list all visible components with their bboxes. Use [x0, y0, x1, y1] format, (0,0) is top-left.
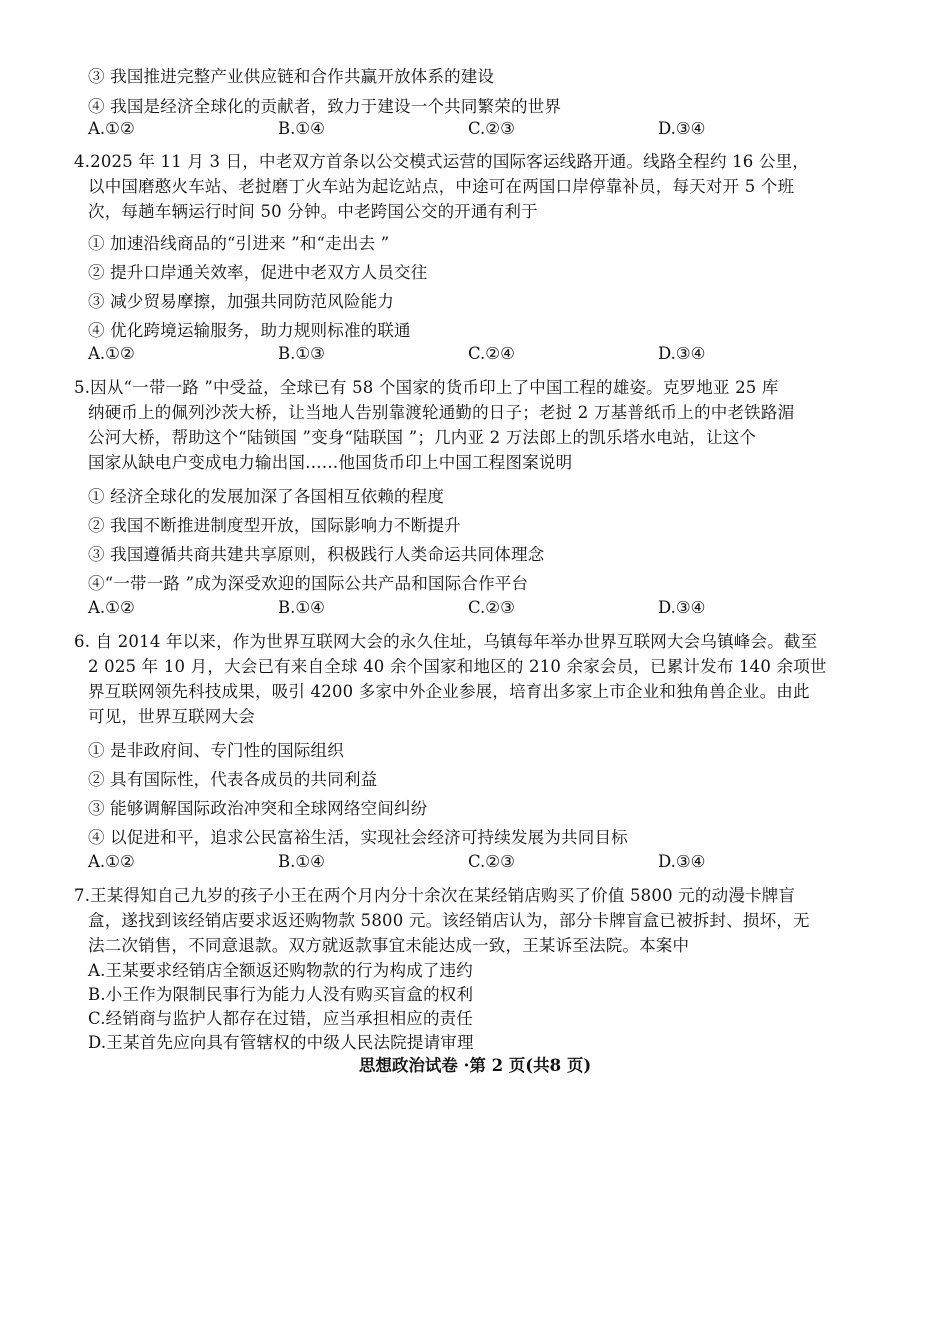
q5-option-a: A.①② — [88, 598, 135, 617]
q6-item-1: ① 是非政府间、专门性的国际组织 — [88, 741, 344, 760]
q7-choice-b: B.小王作为限制民事行为能力人没有购买盲盒的权利 — [88, 985, 474, 1004]
q5-item-4: ④“一带一路 ”成为深受欢迎的国际公共产品和国际合作平台 — [88, 574, 529, 593]
q3-item-3: ③ 我国推进完整产业供应链和合作共赢开放体系的建设 — [88, 67, 495, 86]
q6-option-c: C.②③ — [468, 852, 515, 871]
q6-stem-line-2: 2 025 年 10 月，大会已有来自全球 40 余个国家和地区的 210 余家会员，已累计发布 140 余项世 — [88, 657, 827, 676]
q4-stem-line-1: 4.2025 年 11 月 3 日，中老双方首条以公交模式运营的国际客运线路开通。线路全程约 16 公里， — [74, 152, 810, 171]
q4-option-c: C.②④ — [468, 344, 515, 363]
q3-option-d: D.③④ — [658, 119, 706, 138]
q6-item-2: ② 具有国际性，代表各成员的共同利益 — [88, 770, 378, 789]
q6-option-a: A.①② — [88, 852, 135, 871]
q5-stem-line-3: 公河大桥，帮助这个“陆锁国 ”变身“陆联国 ”；几内亚 2 万法郎上的凯乐塔水电站，让这个 — [88, 428, 757, 447]
q5-item-1: ① 经济全球化的发展加深了各国相互依赖的程度 — [88, 487, 445, 506]
q4-stem-line-3: 次，每趟车辆运行时间 50 分钟。中老跨国公交的开通有利于 — [88, 202, 538, 221]
q5-option-d: D.③④ — [658, 598, 706, 617]
q7-choice-c: C.经销商与监护人都存在过错，应当承担相应的责任 — [88, 1009, 474, 1028]
q6-item-3: ③ 能够调解国际政治冲突和全球网络空间纠纷 — [88, 799, 428, 818]
q5-item-2: ② 我国不断推进制度型开放，国际影响力不断提升 — [88, 516, 461, 535]
q7-stem-line-3: 法二次销售，不同意退款。双方就返款事宜未能达成一致，王某诉至法院。本案中 — [88, 936, 690, 955]
q4-option-a: A.①② — [88, 344, 135, 363]
q6-stem-line-1: 6. 自 2014 年以来，作为世界互联网大会的永久住址，乌镇每年举办世界互联网大会乌镇峰会。截至 — [74, 632, 818, 651]
q4-item-1: ① 加速沿线商品的“引进来 ”和“走出去 ” — [88, 234, 390, 253]
q3-option-b: B.①④ — [278, 119, 325, 138]
q4-option-b: B.①③ — [278, 344, 325, 363]
q5-option-b: B.①④ — [278, 598, 325, 617]
q7-stem-line-1: 7.王某得知自己九岁的孩子小王在两个月内分十余次在某经销店购买了价值 5800 元的动漫卡牌盲 — [74, 886, 796, 905]
q6-item-4: ④ 以促进和平，追求公民富裕生活，实现社会经济可持续发展为共同目标 — [88, 828, 628, 847]
q5-stem-line-1: 5.因从“一带一路 ”中受益，全球已有 58 个国家的货币印上了中国工程的雄姿。克罗地亚 25 库 — [74, 378, 779, 397]
q4-option-d: D.③④ — [658, 344, 706, 363]
q3-option-c: C.②③ — [468, 119, 515, 138]
q6-stem-line-4: 可见，世界互联网大会 — [88, 707, 255, 726]
q7-choice-d: D.王某首先应向具有管辖权的中级人民法院提请审理 — [88, 1033, 474, 1052]
q3-item-4: ④ 我国是经济全球化的贡献者，致力于建设一个共同繁荣的世界 — [88, 97, 562, 116]
q3-option-a: A.①② — [88, 119, 135, 138]
q6-option-b: B.①④ — [278, 852, 325, 871]
page-footer: 思想政治试卷 ·第 2 页(共8 页) — [358, 1056, 592, 1075]
q7-choice-a: A.王某要求经销店全额返还购物款的行为构成了违约 — [88, 961, 473, 980]
q5-stem-line-2: 纳硬币上的佩列沙茨大桥，让当地人告别靠渡轮通勤的日子；老挝 2 万基普纸币上的中老铁路湄 — [88, 403, 795, 422]
q4-item-3: ③ 减少贸易摩擦，加强共同防范风险能力 — [88, 292, 395, 311]
q5-stem-line-4: 国家从缺电户变成电力输出国……他国货币印上中国工程图案说明 — [88, 453, 573, 472]
q5-item-3: ③ 我国遵循共商共建共享原则，积极践行人类命运共同体理念 — [88, 545, 545, 564]
q5-option-c: C.②③ — [468, 598, 515, 617]
q4-item-2: ② 提升口岸通关效率，促进中老双方人员交往 — [88, 263, 428, 282]
q7-stem-line-2: 盒，遂找到该经销店要求返还购物款 5800 元。该经销店认为，部分卡牌盲盒已被拆封、损坏，无 — [88, 911, 810, 930]
q4-stem-line-2: 以中国磨憨火车站、老挝磨丁火车站为起讫站点，中途可在两国口岸停靠补员，每天对开 5 个班 — [88, 177, 795, 196]
q4-item-4: ④ 优化跨境运输服务，助力规则标准的联通 — [88, 321, 411, 340]
q6-option-d: D.③④ — [658, 852, 706, 871]
q6-stem-line-3: 界互联网领先科技成果，吸引 4200 多家中外企业参展，培育出多家上市企业和独角兽企业。由此 — [88, 682, 810, 701]
